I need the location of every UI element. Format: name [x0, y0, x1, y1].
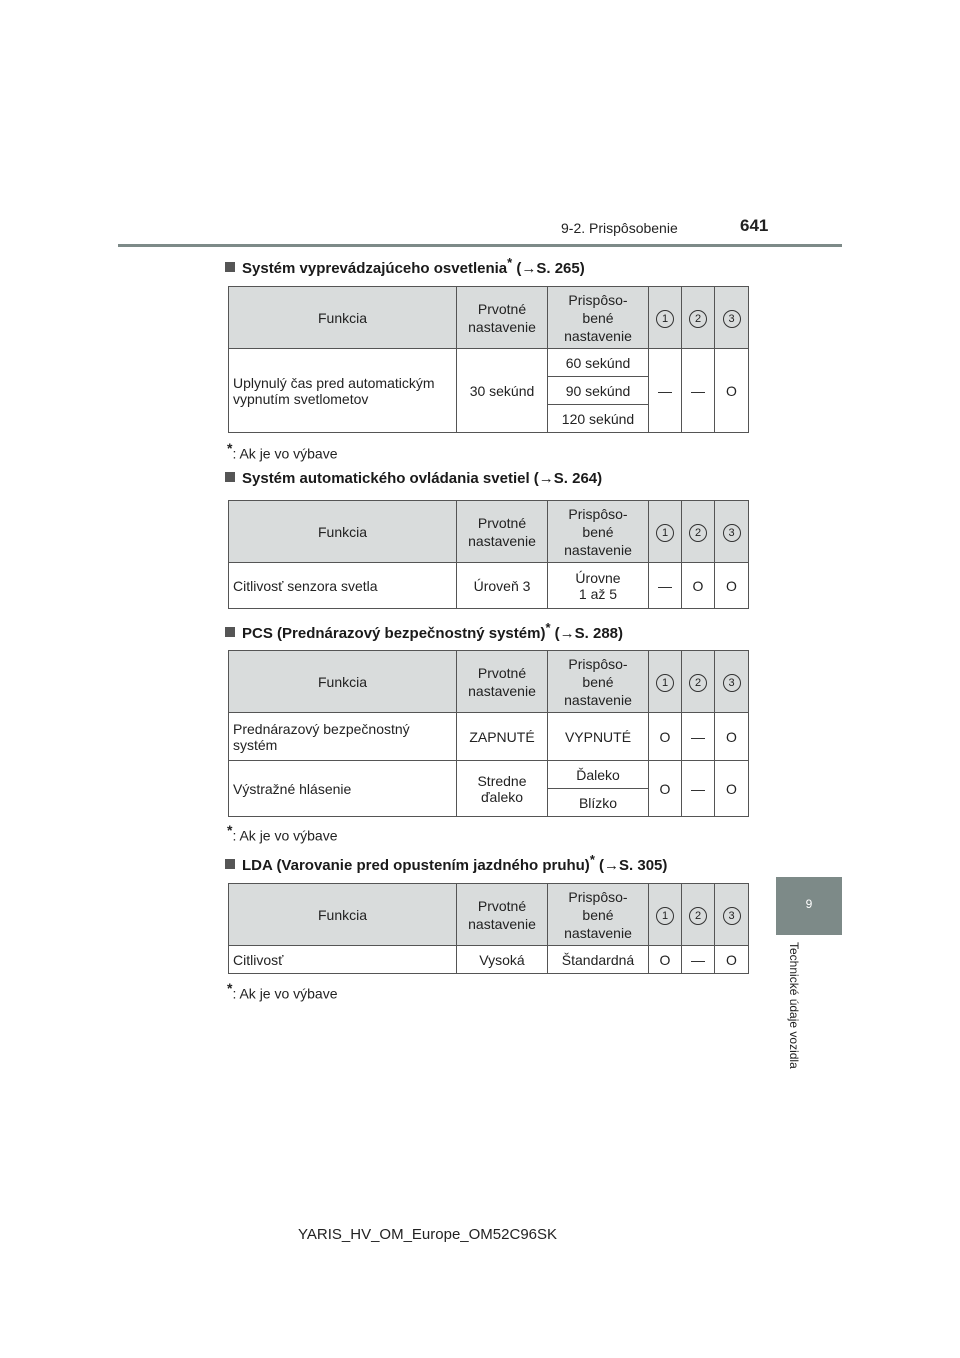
table-row: Prednárazový bezpečnostný systém ZAPNUTÉ VYPNUTÉ O — O	[229, 713, 749, 761]
function-cell: Citlivosť	[229, 946, 457, 974]
function-cell: Citlivosť senzora svetla	[229, 563, 457, 609]
footnote: *: Ak je vo výbave	[227, 440, 338, 462]
settings-table-follow-me-home	[228, 286, 749, 433]
circled-2-icon: 2	[689, 907, 707, 925]
option-value: VYPNUTÉ	[548, 713, 649, 761]
function-cell: Prednárazový bezpečnostný systém	[229, 713, 457, 761]
col-header-custom: Prispôso- bené nastavenie	[548, 501, 649, 563]
square-bullet-icon	[225, 859, 235, 869]
option-value: 90 sekúnd	[548, 377, 649, 405]
settings-table-auto-lights	[228, 500, 749, 609]
option-value: Blízko	[548, 789, 649, 817]
col-header-initial: Prvotné nastavenie	[457, 287, 548, 349]
initial-value: 30 sekúnd	[457, 349, 548, 433]
col-header-function: Funkcia	[229, 884, 457, 946]
option-value: 120 sekúnd	[548, 405, 649, 433]
footnote: *: Ak je vo výbave	[227, 822, 338, 844]
circled-3-icon: 3	[723, 907, 741, 925]
chapter-label-text: Technické údaje vozidla	[787, 942, 801, 1069]
table-row: Citlivosť senzora svetla Úroveň 3 Úrovne 1 až 5 — O O	[229, 563, 749, 609]
col-header-initial: Prvotné nastavenie	[457, 651, 548, 713]
square-bullet-icon	[225, 472, 235, 482]
table-row: Citlivosť Vysoká Štandardná O — O	[229, 946, 749, 974]
section-title-auto-lights: Systém automatického ovládania svetiel (→S. 264)	[225, 470, 602, 487]
circled-1-icon: 1	[656, 524, 674, 542]
initial-value: Stredne ďaleko	[457, 761, 548, 817]
option-value: Štandardná	[548, 946, 649, 974]
circled-2-icon: 2	[689, 524, 707, 542]
col-header-custom: Prispôso- bené nastavenie	[548, 651, 649, 713]
circled-3-icon: 3	[723, 310, 741, 328]
circled-2-icon: 2	[689, 310, 707, 328]
option-value: 60 sekúnd	[548, 349, 649, 377]
initial-value: Vysoká	[457, 946, 548, 974]
table-row: Uplynulý čas pred automatickým vypnutím svetlometov 30 sekúnd 60 sekúnd — — O	[229, 349, 749, 377]
circled-2-icon: 2	[689, 674, 707, 692]
circled-1-icon: 1	[656, 907, 674, 925]
chapter-label	[787, 942, 805, 1102]
circled-1-icon: 1	[656, 310, 674, 328]
section-title-lda: LDA (Varovanie pred opustením jazdného pruhu)* (→S. 305)	[225, 852, 667, 874]
page-number: 641	[740, 216, 769, 235]
circled-1-icon: 1	[656, 674, 674, 692]
header-section-title: 9-2. Prispôsobenie	[561, 220, 678, 236]
option-value: Úrovne 1 až 5	[548, 563, 649, 609]
initial-value: ZAPNUTÉ	[457, 713, 548, 761]
option-value: Ďaleko	[548, 761, 649, 789]
col-header-initial: Prvotné nastavenie	[457, 501, 548, 563]
col-header-function: Funkcia	[229, 501, 457, 563]
col-header-initial: Prvotné nastavenie	[457, 884, 548, 946]
footnote: *: Ak je vo výbave	[227, 980, 338, 1002]
square-bullet-icon	[225, 262, 235, 272]
settings-table-pcs	[228, 650, 749, 817]
col-header-function: Funkcia	[229, 651, 457, 713]
section-title-pcs: PCS (Prednárazový bezpečnostný systém)* (→S. 288)	[225, 620, 623, 642]
circled-3-icon: 3	[723, 674, 741, 692]
section-title-follow-me-home: Systém vyprevádzajúceho osvetlenia* (→S. 265)	[225, 255, 585, 277]
header-divider	[118, 244, 842, 247]
function-cell: Výstražné hlásenie	[229, 761, 457, 817]
document-footer: YARIS_HV_OM_Europe_OM52C96SK	[298, 1226, 558, 1243]
table-row: Výstražné hlásenie Stredne ďaleko Ďaleko O — O	[229, 761, 749, 789]
chapter-tab	[776, 877, 842, 935]
col-header-custom: Prispôso- bené nastavenie	[548, 287, 649, 349]
chapter-number: 9	[805, 897, 813, 911]
settings-table-lda	[228, 883, 749, 974]
square-bullet-icon	[225, 627, 235, 637]
function-cell: Uplynulý čas pred automatickým vypnutím svetlometov	[229, 349, 457, 433]
circled-3-icon: 3	[723, 524, 741, 542]
col-header-function: Funkcia	[229, 287, 457, 349]
col-header-custom: Prispôso- bené nastavenie	[548, 884, 649, 946]
initial-value: Úroveň 3	[457, 563, 548, 609]
